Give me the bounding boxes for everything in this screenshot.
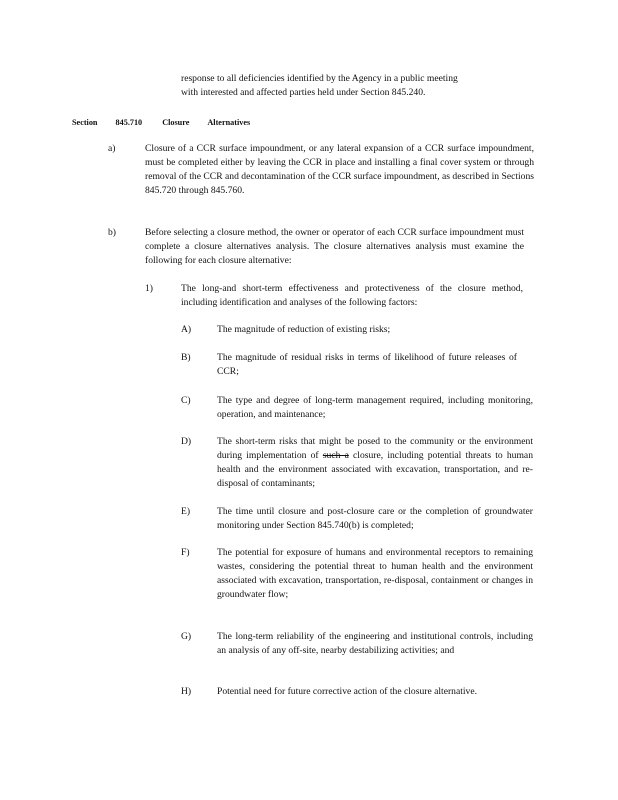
factor-f-text: The potential for exposure of humans and environmental receptors to remaining wastes, considering the potential threat to human health and the environment associated with excavation, transportation, re-disposal, containment or changes in groundwater flow; xyxy=(217,547,533,600)
subsection-a-text: Closure of a CCR surface impoundment, or any lateral expansion of a CCR surface impoundment, must be completed either by leaving the CCR in place and installing a final cover system or through removal of the CCR and decontamination of the CCR surface impoundment, as described in Sections 845.720 through 845.760. xyxy=(145,143,534,196)
factor-h-marker: H) xyxy=(181,686,192,697)
intro-line-2: with interested and affected parties held under Section 845.240. xyxy=(181,87,426,98)
factor-d-text xyxy=(217,435,533,491)
factor-d-struck-text: such a xyxy=(322,450,349,461)
factor-d-text-before: The short-term risks that might be posed to the community or the environment during implementation of xyxy=(217,436,533,461)
subsection-b-marker: b) xyxy=(108,227,116,238)
factor-d-text-after: closure, including potential threats to human health and the environment associated with excavation, transportation, and re-disposal of contaminants; xyxy=(217,450,533,489)
intro-line-1: response to all deficiencies identified by the Agency in a public meeting xyxy=(181,73,458,84)
factor-c-marker: C) xyxy=(181,395,191,406)
factor-a-marker: A) xyxy=(181,324,192,335)
item-1-text: The long-and short-term effectiveness and protectiveness of the closure method, including identification and analyses of the following factors: xyxy=(181,283,523,308)
factor-g-text: The long-term reliability of the engineering and institutional controls, including an analysis of any off-site, nearby destabilizing activities; and xyxy=(217,631,533,656)
subsection-b-text: Before selecting a closure method, the owner or operator of each CCR surface impoundment must complete a closure alternatives analysis. The closure alternatives analysis must examine the following for each closure alternative: xyxy=(145,227,524,266)
intro-paragraph xyxy=(181,72,523,100)
factor-g-marker: G) xyxy=(181,631,192,642)
factor-e-text: The time until closure and post-closure care or the completion of groundwater monitoring under Section 845.740(b) is completed; xyxy=(217,506,533,531)
factor-b-text: The magnitude of residual risks in terms of likelihood of future releases of CCR; xyxy=(217,352,517,377)
section-heading xyxy=(72,117,250,129)
factor-d-marker: D) xyxy=(181,436,192,447)
subsection-a-marker: a) xyxy=(108,143,116,154)
factor-h-text: Potential need for future corrective action of the closure alternative. xyxy=(217,686,477,697)
factor-a-text: The magnitude of reduction of existing risks; xyxy=(217,324,391,335)
item-1-marker: 1) xyxy=(145,283,153,294)
factor-f-marker: F) xyxy=(181,547,190,558)
section-title-word-1: Closure xyxy=(162,118,190,127)
section-number: 845.710 xyxy=(115,118,143,127)
section-label: Section xyxy=(72,118,98,127)
section-title-word-2: Alternatives xyxy=(207,118,251,127)
factor-e-marker: E) xyxy=(181,506,191,517)
factor-c-text: The type and degree of long-term management required, including monitoring, operation, and maintenance; xyxy=(217,395,533,420)
factor-b-marker: B) xyxy=(181,352,191,363)
